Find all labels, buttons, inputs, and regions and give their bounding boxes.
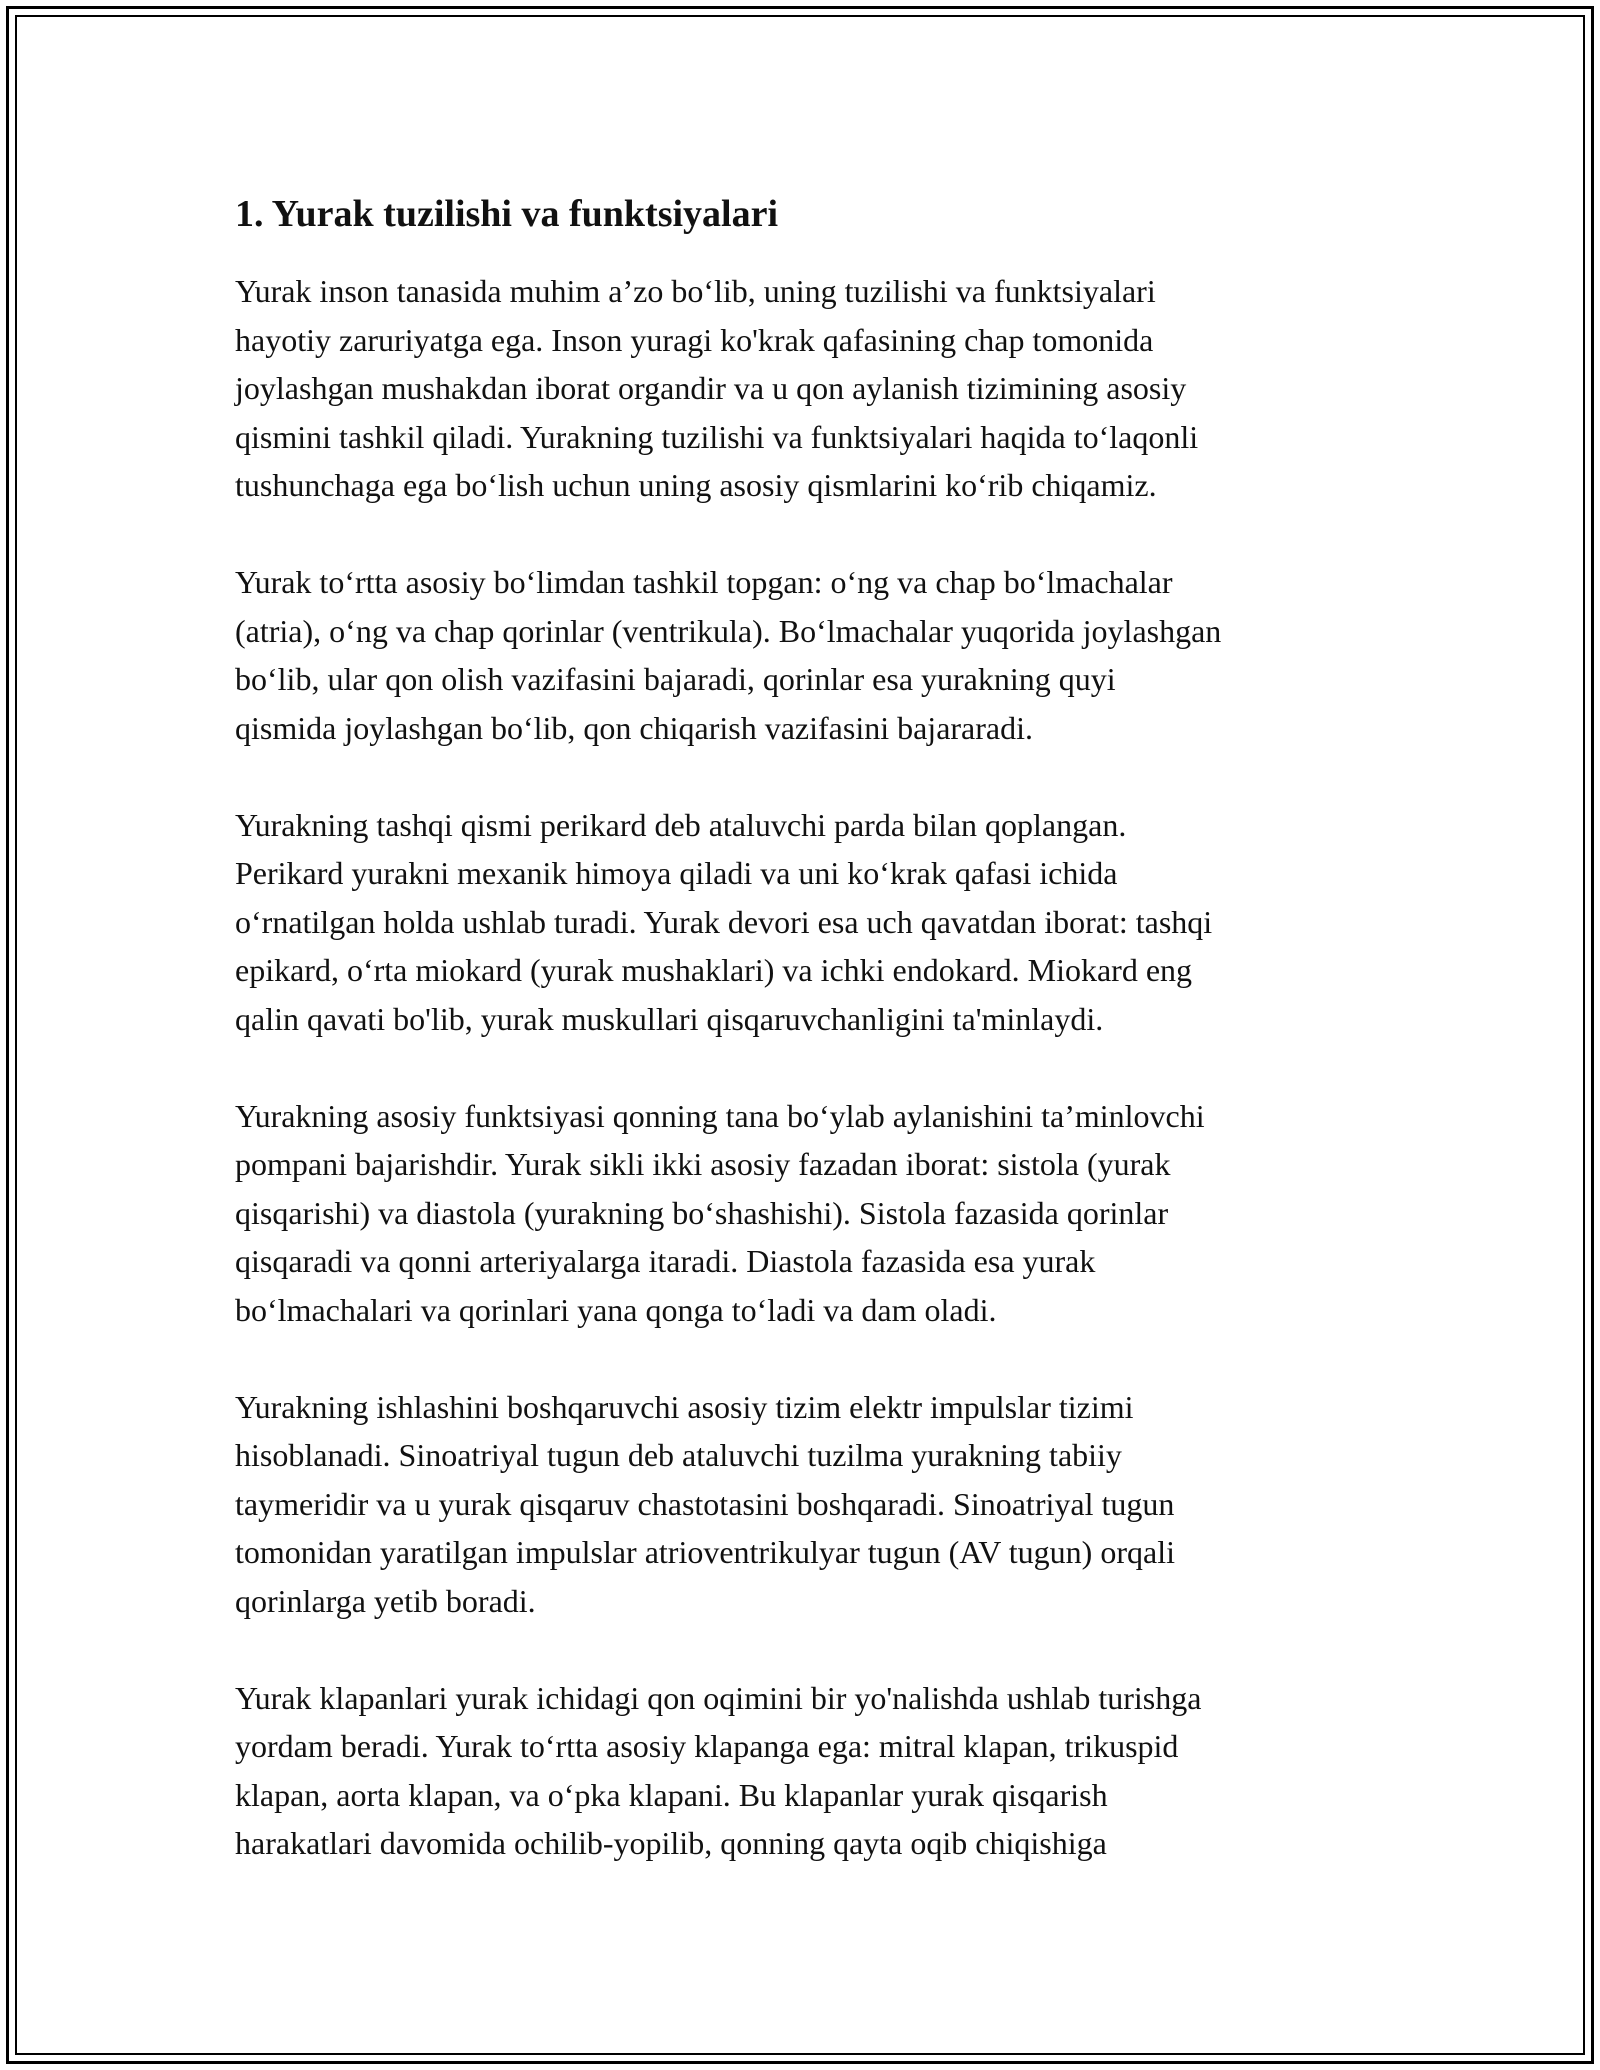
text-line: Yurak inson tanasida muhim a’zo bo‘lib, uning tuzilishi va funktsiyalari (235, 273, 1156, 309)
text-line: Perikard yurakni mexanik himoya qiladi va uni ko‘krak qafasi ichida (235, 855, 1118, 891)
text-line: bo‘lib, ular qon olish vazifasini bajaradi, qorinlar esa yurakning quyi (235, 661, 1116, 697)
text-line: hisoblanadi. Sinoatriyal tugun deb ataluvchi tuzilma yurakning tabiiy (235, 1437, 1122, 1473)
text-line: (atria), o‘ng va chap qorinlar (ventrikula). Bo‘lmachalar yuqorida joylashgan (235, 612, 1222, 649)
paragraph-3 (235, 801, 1395, 1044)
text-line: Yurak klapanlari yurak ichidagi qon oqimini bir yo'nalishda ushlab turishga (235, 1679, 1202, 1716)
text-line: harakatlari davomida ochilib-yopilib, qonning qayta oqib chiqishiga (235, 1825, 1107, 1861)
paragraph-1 (235, 267, 1395, 510)
text-line: Yurak to‘rtta asosiy bo‘limdan tashkil topgan: o‘ng va chap bo‘lmachalar (235, 564, 1173, 600)
text-line: o‘rnatilgan holda ushlab turadi. Yurak devori esa uch qavatdan iborat: tashqi (235, 903, 1213, 940)
text-line: joylashgan mushakdan iborat organdir va u qon aylanish tizimining asosiy (235, 370, 1187, 406)
text-line: tushunchaga ega bo‘lish uchun uning asosiy qismlarini ko‘rib chiqamiz. (235, 467, 1157, 503)
text-line: qismida joylashgan bo‘lib, qon chiqarish vazifasini bajararadi. (235, 709, 1033, 746)
text-line: qisqarishi) va diastola (yurakning bo‘shashishi). Sistola fazasida qorinlar (235, 1194, 1169, 1231)
paragraph-2 (235, 558, 1395, 752)
text-line: qorinlarga yetib boradi. (235, 1582, 536, 1619)
text-line: qalin qavati bo'lib, yurak muskullari qisqaruvchanligini ta'minlaydi. (235, 1000, 1104, 1037)
paragraph-5 (235, 1383, 1395, 1626)
text-line: epikard, o‘rta miokard (yurak mushaklari) va ichki endokard. Miokard eng (235, 952, 1193, 988)
text-line: yordam beradi. Yurak to‘rtta asosiy klapanga ega: mitral klapan, trikuspid (235, 1728, 1179, 1764)
paragraph-6 (235, 1674, 1395, 1868)
text-line: qismini tashkil qiladi. Yurakning tuzilishi va funktsiyalari haqida to‘laqonli (235, 418, 1199, 455)
paragraph-4 (235, 1092, 1395, 1335)
document-body (235, 183, 1395, 1916)
text-line: bo‘lmachalari va qorinlari yana qonga to‘ladi va dam oladi. (235, 1291, 997, 1328)
text-line: tomonidan yaratilgan impulslar atrioventrikulyar tugun (AV tugun) orqali (235, 1534, 1175, 1570)
text-line: klapan, aorta klapan, va o‘pka klapani. Bu klapanlar yurak qisqarish (235, 1776, 1108, 1813)
text-line: Yurakning tashqi qismi perikard deb ataluvchi parda bilan qoplangan. (235, 806, 1127, 843)
text-line: hayotiy zaruriyatga ega. Inson yuragi ko'krak qafasining chap tomonida (235, 321, 1154, 358)
text-line: qisqaradi va qonni arteriyalarga itaradi. Diastola fazasida esa yurak (235, 1243, 1096, 1279)
section-heading: 1. Yurak tuzilishi va funktsiyalari (235, 193, 779, 235)
text-line: Yurakning ishlashini boshqaruvchi asosiy tizim elektr impulslar tizimi (235, 1388, 1134, 1425)
text-line: Yurakning asosiy funktsiyasi qonning tana bo‘ylab aylanishini ta’minlovchi (235, 1097, 1205, 1134)
text-line: taymeridir va u yurak qisqaruv chastotasini boshqaradi. Sinoatriyal tugun (235, 1485, 1175, 1522)
text-line: pompani bajarishdir. Yurak sikli ikki asosiy fazadan iborat: sistola (yurak (235, 1146, 1171, 1182)
